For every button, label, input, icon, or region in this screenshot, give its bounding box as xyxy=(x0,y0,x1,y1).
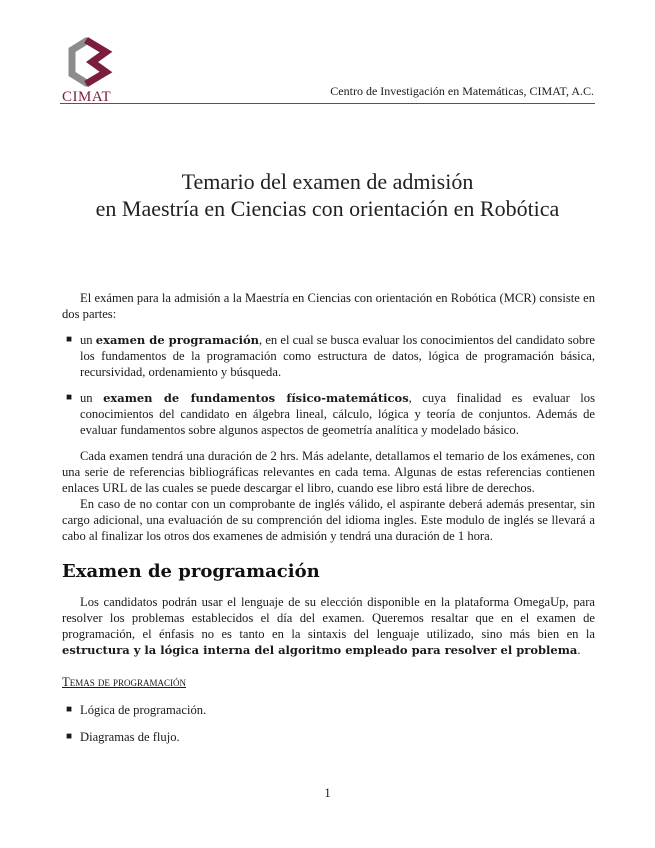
bullet-icon: ■ xyxy=(66,334,73,345)
list-item xyxy=(62,729,595,745)
topics-list xyxy=(62,702,595,745)
section-paragraph xyxy=(62,594,595,658)
document-body xyxy=(62,290,595,756)
section-text: Los candidatos podrán usar el lenguaje de su elección disponible en la plataforma OmegaUp, para resolver los problemas establecidos el día del examen. Queremos resaltar que en el examen de programación, el énfasis no es tanto en la sintaxis del lenguaje utilizado, sino más bien en la xyxy=(62,595,595,641)
logo-text: CIMAT xyxy=(62,89,112,105)
section-end: . xyxy=(577,643,581,657)
part-rest: , en el cual se busca evaluar los conocimientos del candidato sobre los fundamentos de la programación como estructura de datos, lógica de programación básica, recursividad, ordenamiento y búsqueda. xyxy=(80,333,596,379)
title-line-2: en Maestría en Ciencias con orientación en Robótica xyxy=(95,196,560,221)
list-item xyxy=(62,702,595,718)
list-item xyxy=(62,332,595,380)
section-bold: estructura y la lógica interna del algoritmo empleado para resolver el problema xyxy=(62,643,578,657)
section-title: Examen de programación xyxy=(62,561,320,582)
part-prefix: un xyxy=(80,391,104,405)
bullet-icon: ■ xyxy=(66,704,73,715)
subsection-heading: Temas de programación xyxy=(62,675,187,689)
part-bold: examen de programación xyxy=(95,333,260,347)
topic-text: Lógica de programación. xyxy=(80,703,207,717)
part-bold: examen de fundamentos físico-matemáticos xyxy=(103,391,409,405)
bullet-icon: ■ xyxy=(66,731,73,742)
list-item xyxy=(62,390,595,438)
header-rule xyxy=(60,103,595,104)
topic-text: Diagramas de flujo. xyxy=(80,730,180,744)
bullet-icon: ■ xyxy=(66,392,73,403)
part-prefix: un xyxy=(80,333,96,347)
institution-name: Centro de Investigación en Matemáticas, CIMAT, A.C. xyxy=(330,84,594,98)
duration-paragraph: Cada examen tendrá una duración de 2 hrs. Más adelante, detallamos el temario de los exámenes, con una serie de referencias bibliográficas relevantes en cada tema. Algunas de estas referencias contienen enlaces URL de las cuales se puede descargar el libro, cuando ese libro está libre de derechos. xyxy=(62,449,595,495)
exam-parts-list xyxy=(62,332,595,438)
page-number: 1 xyxy=(324,786,331,800)
title-line-1: Temario del examen de admisión xyxy=(181,169,474,194)
intro-paragraph: El exámen para la admisión a la Maestría en Ciencias con orientación en Robótica (MCR) consiste en dos partes: xyxy=(62,291,595,321)
part-rest: , cuya finalidad es evaluar los conocimientos del candidato en álgebra lineal, cálculo, lógica y teoría de conjuntos. Además de evaluar fundamentos sobre algunos aspectos de geometría analítica y modelado básico. xyxy=(80,391,595,437)
document-title xyxy=(60,168,595,222)
english-paragraph: En caso de no contar con un comprobante de inglés válido, el aspirante deberá además presentar, sin cargo adicional, una evaluación de su comprención del idioma ingles. Este modulo de inglés se llevará a cabo al finalizar los otros dos examenes de admisión y tendrá una duración de 1 hora. xyxy=(62,497,595,543)
